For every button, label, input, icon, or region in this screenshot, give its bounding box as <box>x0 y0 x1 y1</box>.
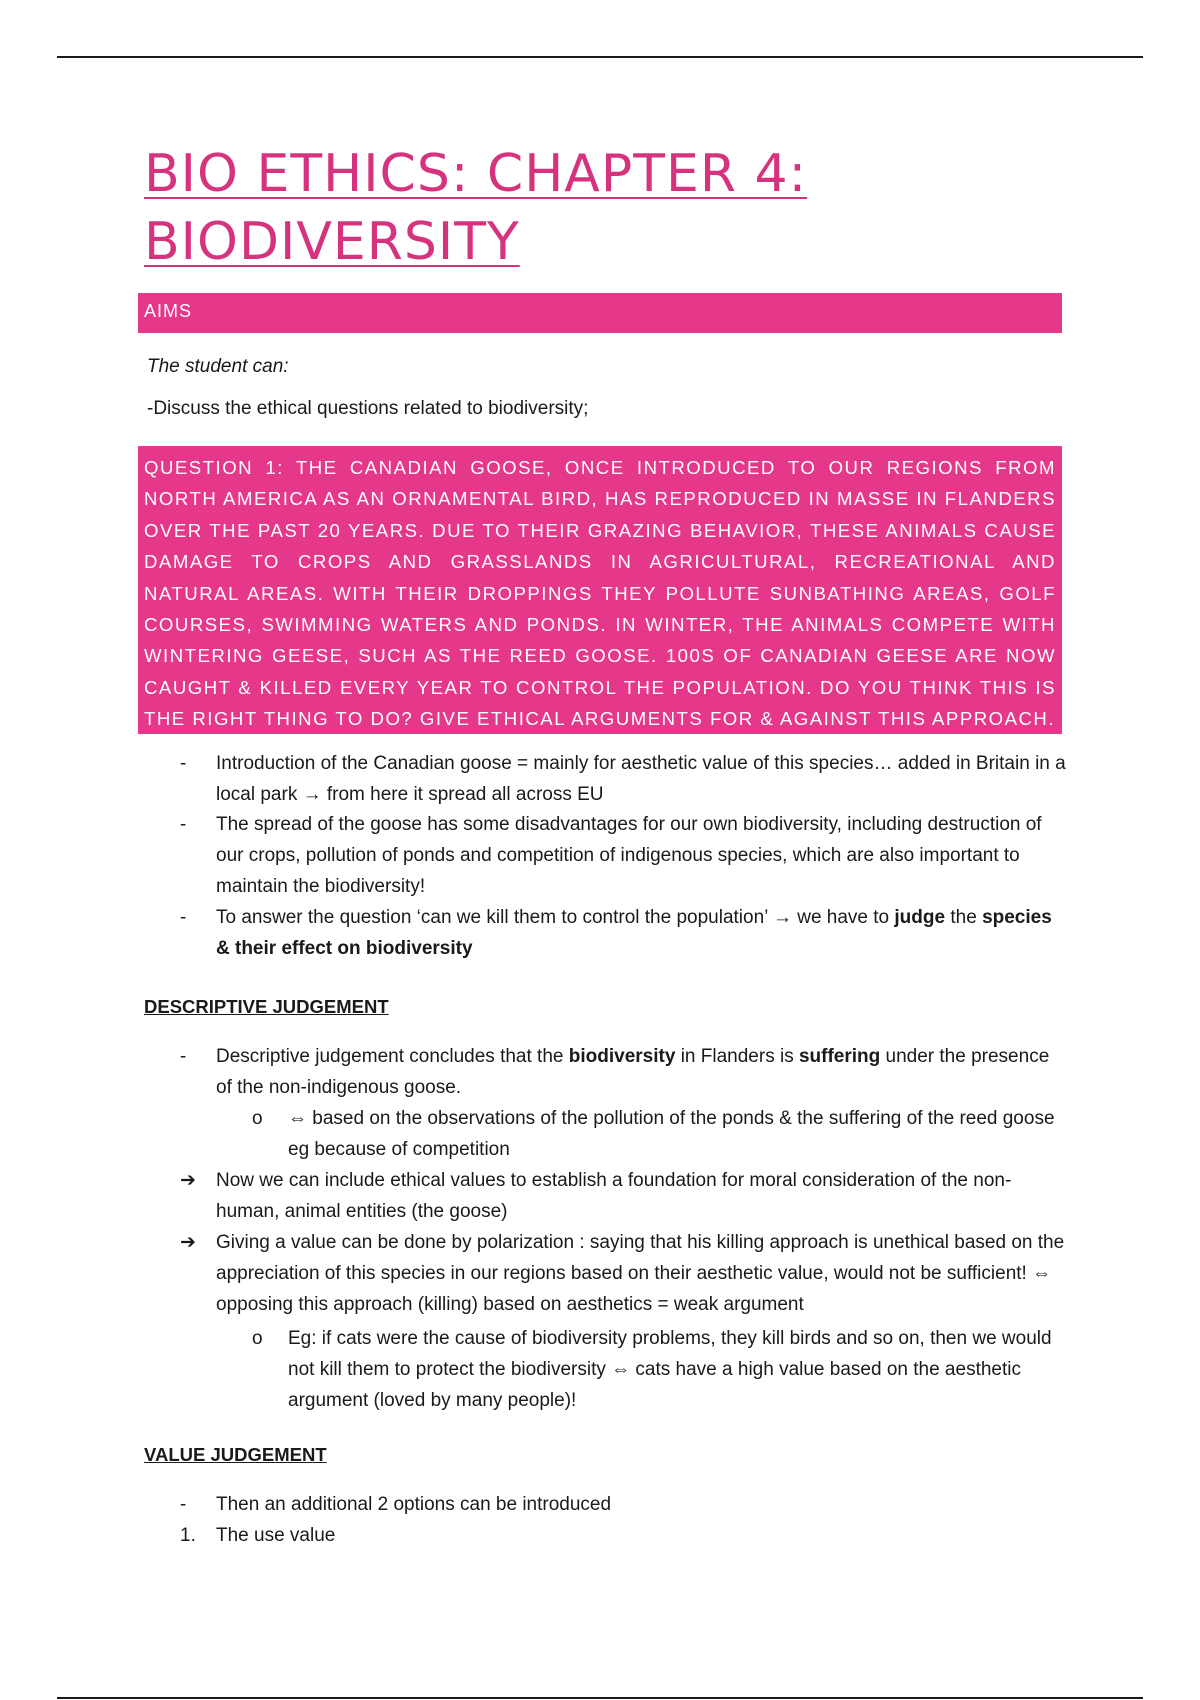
page-title <box>144 140 944 276</box>
circle-marker: o <box>252 1328 263 1349</box>
arrow-marker: ➔ <box>180 1232 196 1253</box>
value-heading: VALUE JUDGEMENT <box>144 1444 327 1465</box>
bold-run: suffering <box>798 1046 881 1067</box>
text-run: the <box>945 907 983 928</box>
number-marker: 1. <box>180 1525 196 1546</box>
aims-banner: AIMS <box>138 293 1062 333</box>
arrow-text: Now we can include ethical values to establish a foundation for moral consideration of the non-human, animal entities (the goose) <box>216 1170 1012 1222</box>
text-run: Descriptive judgement concludes that the <box>216 1046 569 1067</box>
arrow-marker: ➔ <box>180 1170 196 1191</box>
question-banner: QUESTION 1: THE CANADIAN GOOSE, ONCE INTRODUCED TO OUR REGIONS FROM NORTH AMERICA AS AN ORNAMENTAL BIRD, HAS REPRODUCED IN MASSE IN FLANDERS OVER THE PAST 20 YEARS. DUE TO THEIR GRAZING BEHAVIOR, THESE ANIMALS CAUSE DAMAGE TO CROPS AND GRASSLANDS IN AGRICULTURAL, RECREATIONAL AND NATURAL AREAS. WITH THEIR DROPPINGS THEY POLLUTE SUNBATHING AREAS, GOLF COURSES, SWIMMING WATERS AND PONDS. IN WINTER, THE ANIMALS COMPETE WITH WINTERING GEESE, SUCH AS THE REED GOOSE. 100S OF CANADIAN GEESE ARE NOW CAUGHT & KILLED EVERY YEAR TO CONTROL THE POPULATION. DO YOU THINK THIS IS THE RIGHT THING TO DO? GIVE ETHICAL ARGUMENTS FOR & AGAINST THIS APPROACH. <box>138 446 1062 734</box>
title-line-2: BIODIVERSITY <box>144 212 520 272</box>
top-rule <box>57 56 1143 58</box>
circle-marker: o <box>252 1108 263 1129</box>
bold-run: biodiversity <box>568 1046 676 1067</box>
dash-marker: - <box>180 1494 187 1515</box>
sub-bullet-text: Eg: if cats were the cause of biodiversity problems, they kill birds and so on, then we would not kill them to protect the biodiversity ⇔ cats have a high value based on the aesthetic argument (loved by many people)! <box>288 1328 1052 1411</box>
descriptive-heading: DESCRIPTIVE JUDGEMENT <box>144 996 389 1017</box>
dash-marker: - <box>180 907 187 928</box>
bullet-text: Then an additional 2 options can be introduced <box>216 1494 612 1515</box>
student-can-label: The student can: <box>147 356 289 377</box>
bold-run: species & their effect on biodiversity <box>216 907 1052 959</box>
bullet-text: Introduction of the Canadian goose = mainly for aesthetic value of this species… added in Britain in a local park → from here it spread all across EU <box>216 753 1066 805</box>
text-run: in Flanders is <box>675 1046 799 1067</box>
text-run: under the presence of the non-indigenous goose. <box>216 1046 1050 1098</box>
bottom-rule <box>57 1697 1143 1699</box>
text-run: To answer the question ‘can we kill them to control the population’ → we have to <box>216 907 895 928</box>
dash-marker: - <box>180 814 187 835</box>
dash-marker: - <box>180 1046 187 1067</box>
bullet-text <box>216 1041 1066 1103</box>
arrow-text: Giving a value can be done by polarization : saying that his killing approach is unethical based on the appreciation of this species in our regions based on their aesthetic value, would not be sufficient! ⇔ opposing this approach (killing) based on aesthetics = weak argument <box>216 1232 1065 1315</box>
aim-item: -Discuss the ethical questions related to biodiversity; <box>147 398 589 419</box>
sub-bullet-text: ⇔ based on the observations of the pollution of the ponds & the suffering of the reed goose eg because of competition <box>288 1108 1055 1160</box>
numbered-text: The use value <box>216 1525 336 1546</box>
bold-run: judge <box>894 907 946 928</box>
bullet-text <box>216 902 1066 964</box>
dash-marker: - <box>180 753 187 774</box>
bullet-text: The spread of the goose has some disadvantages for our own biodiversity, including destruction of our crops, pollution of ponds and competition of indigenous species, which are also important to maintain the biodiversity! <box>216 814 1042 897</box>
title-line-1: BIO ETHICS: CHAPTER 4: <box>144 144 808 204</box>
